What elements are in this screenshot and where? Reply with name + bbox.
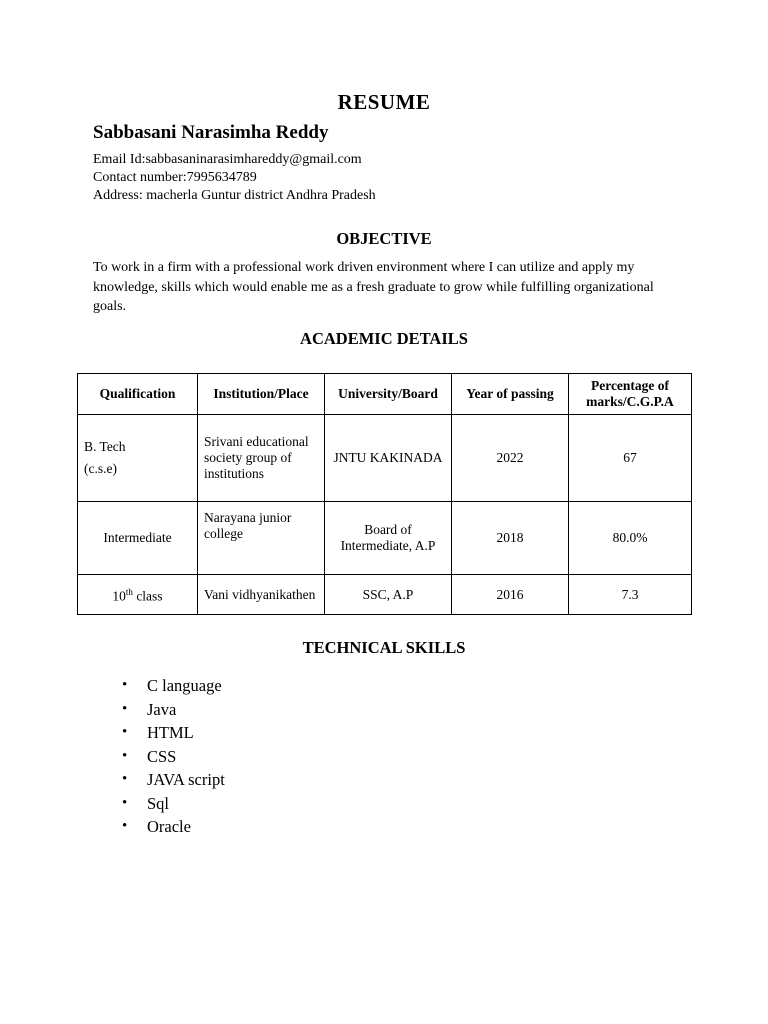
institution-cell: Narayana junior college (198, 502, 325, 575)
qualification-cell (78, 415, 198, 502)
academic-table (77, 373, 692, 615)
bullet-icon: • (122, 794, 128, 811)
column-header: Qualification (78, 374, 198, 415)
address-line: Address: macherla Guntur district Andhra Pradesh (93, 188, 376, 203)
marks-cell: 80.0% (569, 502, 692, 575)
academic-heading: ACADEMIC DETAILS (300, 329, 468, 348)
column-header: Percentage of marks/C.G.P.A (569, 374, 692, 415)
skill-label: Sql (147, 793, 170, 813)
skill-label: Java (147, 699, 177, 719)
list-item (106, 698, 225, 722)
column-header: Institution/Place (198, 374, 325, 415)
skill-label: JAVA script (147, 770, 225, 789)
list-item (106, 745, 225, 769)
list-item (106, 792, 225, 816)
university-cell: JNTU KAKINADA (325, 415, 452, 502)
contact-block (93, 151, 376, 205)
list-item (106, 768, 225, 792)
table-row (78, 415, 692, 502)
email-line: Email Id:sabbasaninarasimhareddy@gmail.com (93, 152, 362, 167)
document-title: RESUME (337, 90, 431, 114)
institution-cell: Srivani educational society group of institutions (198, 415, 325, 502)
table-row (78, 502, 692, 575)
list-item (106, 721, 225, 745)
bullet-icon: • (122, 700, 128, 717)
bullet-icon: • (122, 771, 128, 787)
objective-text: To work in a firm with a professional work driven environment where I can utilize and apply my knowledge, skills which would enable me as a fresh graduate to grow while fulfilling organizational goals. (93, 260, 654, 314)
column-header: University/Board (325, 374, 452, 415)
bullet-icon: • (122, 724, 128, 740)
list-item (106, 674, 225, 698)
table-header-row (78, 374, 692, 415)
skills-heading: TECHNICAL SKILLS (302, 638, 466, 657)
marks-cell: 7.3 (569, 575, 692, 615)
university-cell: Board of Intermediate, A.P (325, 502, 452, 575)
list-item (106, 815, 225, 839)
bullet-icon: • (122, 818, 128, 834)
qualification-subtext: (c.s.e) (84, 461, 117, 476)
year-cell: 2018 (452, 502, 569, 575)
qualification-text: B. Tech (84, 439, 126, 454)
qualification-number: 10 (112, 588, 126, 604)
year-cell: 2016 (452, 575, 569, 615)
university-cell: SSC, A.P (325, 575, 452, 615)
qualification-cell: Intermediate (78, 502, 198, 575)
qualification-suffix: class (132, 588, 163, 604)
qualification-superscript: th (125, 587, 133, 598)
skill-label: Oracle (147, 817, 191, 836)
institution-cell: Vani vidhyanikathen (198, 575, 325, 615)
bullet-icon: • (122, 747, 128, 764)
qualification-cell (78, 575, 198, 615)
column-header: Year of passing (452, 374, 569, 415)
skill-label: HTML (147, 723, 194, 742)
table-row (78, 575, 692, 615)
candidate-name: Sabbasani Narasimha Reddy (93, 122, 329, 143)
year-cell: 2022 (452, 415, 569, 502)
marks-cell: 67 (569, 415, 692, 502)
skill-label: C language (147, 676, 222, 695)
skills-list (106, 674, 225, 839)
skill-label: CSS (147, 746, 177, 766)
objective-heading: OBJECTIVE (336, 229, 432, 248)
bullet-icon: • (122, 677, 128, 693)
phone-line: Contact number:7995634789 (93, 170, 257, 185)
